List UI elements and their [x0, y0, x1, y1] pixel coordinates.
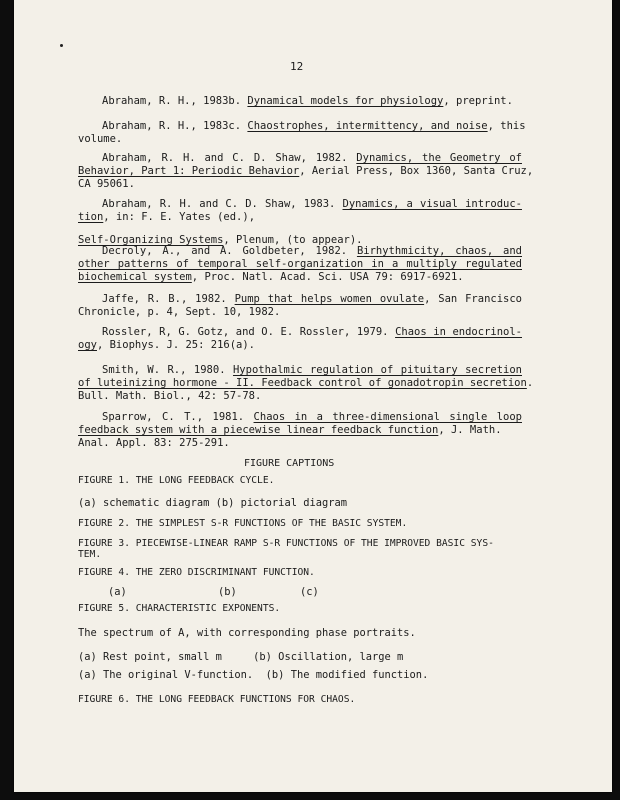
ref-title: Hypothalmic regulation of pituitary secretion — [232, 364, 522, 376]
ref-source: , Proc. Natl. Acad. Sci. USA 79: 6917-6921. — [191, 271, 464, 283]
page-number: 12 — [290, 60, 304, 73]
figure-4-sub-c: (c) — [300, 586, 319, 598]
ref-line: Bull. Math. Biol., 42: 57-78. — [78, 390, 262, 402]
ref-authors: Abraham, R. H. and C. D. Shaw, 1982. — [102, 152, 357, 164]
ref-title: Chaostrophes, intermittency, and noise — [247, 120, 488, 132]
ref-title-cont: of luteinizing hormone - II. Feedback control of gonadotropin secretion — [78, 377, 527, 389]
ref-title: Dynamical models for physiology — [247, 95, 444, 107]
figure-6-caption: FIGURE 6. THE LONG FEEDBACK FUNCTIONS FOR CHAOS. — [78, 694, 356, 705]
figure-1-caption: FIGURE 1. THE LONG FEEDBACK CYCLE. — [78, 475, 275, 486]
reference-smith-1980 — [78, 364, 534, 403]
speck — [60, 44, 63, 47]
ref-source: , J. Math. — [438, 424, 502, 436]
ref-title-cont: other patterns of temporal self-organization in a multiply regulated — [78, 258, 522, 270]
ref-title-cont: tion — [78, 211, 104, 223]
ref-source: , Biophys. J. 25: 216(a). — [96, 339, 256, 351]
ref-authors: Rossler, R, G. Gotz, and O. E. Rossler, 1979. — [102, 326, 396, 338]
ref-line: volume. — [78, 133, 123, 145]
reference-abraham-shaw-1983 — [78, 198, 522, 247]
figure-3-caption-line2: TEM. — [78, 549, 102, 560]
ref-authors: Abraham, R. H., 1983c. — [102, 120, 248, 132]
figure-5-description: The spectrum of A, with corresponding phase portraits. — [78, 627, 416, 639]
reference-rossler-1979 — [78, 326, 522, 352]
ref-title: Dynamics, a visual introduc- — [342, 198, 522, 210]
ref-book-title: Self-Organizing Systems — [78, 234, 224, 246]
document-page — [14, 0, 612, 792]
ref-authors: Smith, W. R., 1980. — [102, 364, 233, 376]
figure-4-sub-b: (b) — [218, 586, 237, 598]
ref-title-cont: ogy — [78, 339, 97, 351]
ref-period: . — [526, 377, 534, 389]
ref-title: Pump that helps women ovulate — [234, 293, 425, 305]
ref-authors: Abraham, R. H., 1983b. — [102, 95, 248, 107]
reference-sparrow-1981 — [78, 411, 522, 450]
ref-authors: Abraham, R. H. and C. D. Shaw, 1983. — [102, 198, 343, 210]
figure-5-subcaption-2: (a) The original V-function. (b) The modified function. — [78, 669, 429, 681]
ref-line: CA 95061. — [78, 178, 135, 190]
reference-abraham-1983c — [78, 120, 526, 146]
figure-3-caption-line1: FIGURE 3. PIECEWISE-LINEAR RAMP S-R FUNCTIONS OF THE IMPROVED BASIC SYS- — [78, 538, 494, 549]
ref-authors: Jaffe, R. B., 1982. — [102, 293, 235, 305]
ref-source: , Aerial Press, Box 1360, Santa Cruz, — [299, 165, 534, 177]
ref-source: , preprint. — [443, 95, 513, 107]
figure-2-caption: FIGURE 2. THE SIMPLEST S-R FUNCTIONS OF THE BASIC SYSTEM. — [78, 518, 408, 529]
ref-authors: Decroly, A., and A. Goldbeter, 1982. — [102, 245, 357, 257]
figure-4-sub-a: (a) — [108, 586, 127, 598]
ref-title: Chaos in a three-dimensional single loop — [253, 411, 522, 423]
reference-abraham-shaw-1982 — [78, 152, 534, 191]
reference-abraham-1983b — [78, 95, 522, 108]
figure-1-subcaption: (a) schematic diagram (b) pictorial diagram — [78, 497, 347, 509]
ref-source: , in: F. E. Yates (ed.), — [103, 211, 256, 223]
figure-5-caption: FIGURE 5. CHARACTERISTIC EXPONENTS. — [78, 603, 281, 614]
ref-authors: Sparrow, C. T., 1981. — [102, 411, 254, 423]
ref-source: , San Francisco — [424, 293, 522, 305]
ref-title: Birhythmicity, chaos, and — [356, 245, 522, 257]
ref-line: Chronicle, p. 4, Sept. 10, 1982. — [78, 306, 281, 318]
ref-title-cont: feedback system with a piecewise linear feedback function — [78, 424, 439, 436]
reference-decroly-goldbeter-1982 — [78, 245, 522, 284]
figure-captions-heading: FIGURE CAPTIONS — [244, 458, 335, 469]
ref-line: Anal. Appl. 83: 275-291. — [78, 437, 230, 449]
ref-title: Dynamics, the Geometry of — [356, 152, 522, 164]
reference-jaffe-1982 — [78, 293, 522, 319]
ref-title: Chaos in endocrinol- — [395, 326, 522, 338]
ref-title-cont: Behavior, Part 1: Periodic Behavior — [78, 165, 300, 177]
ref-publisher: , Plenum, (to appear). — [223, 234, 363, 246]
figure-4-caption: FIGURE 4. THE ZERO DISCRIMINANT FUNCTION. — [78, 567, 315, 578]
figure-5-subcaption-1: (a) Rest point, small m (b) Oscillation, large m — [78, 651, 404, 663]
ref-source: , this — [487, 120, 526, 132]
ref-title-end: biochemical system — [78, 271, 192, 283]
